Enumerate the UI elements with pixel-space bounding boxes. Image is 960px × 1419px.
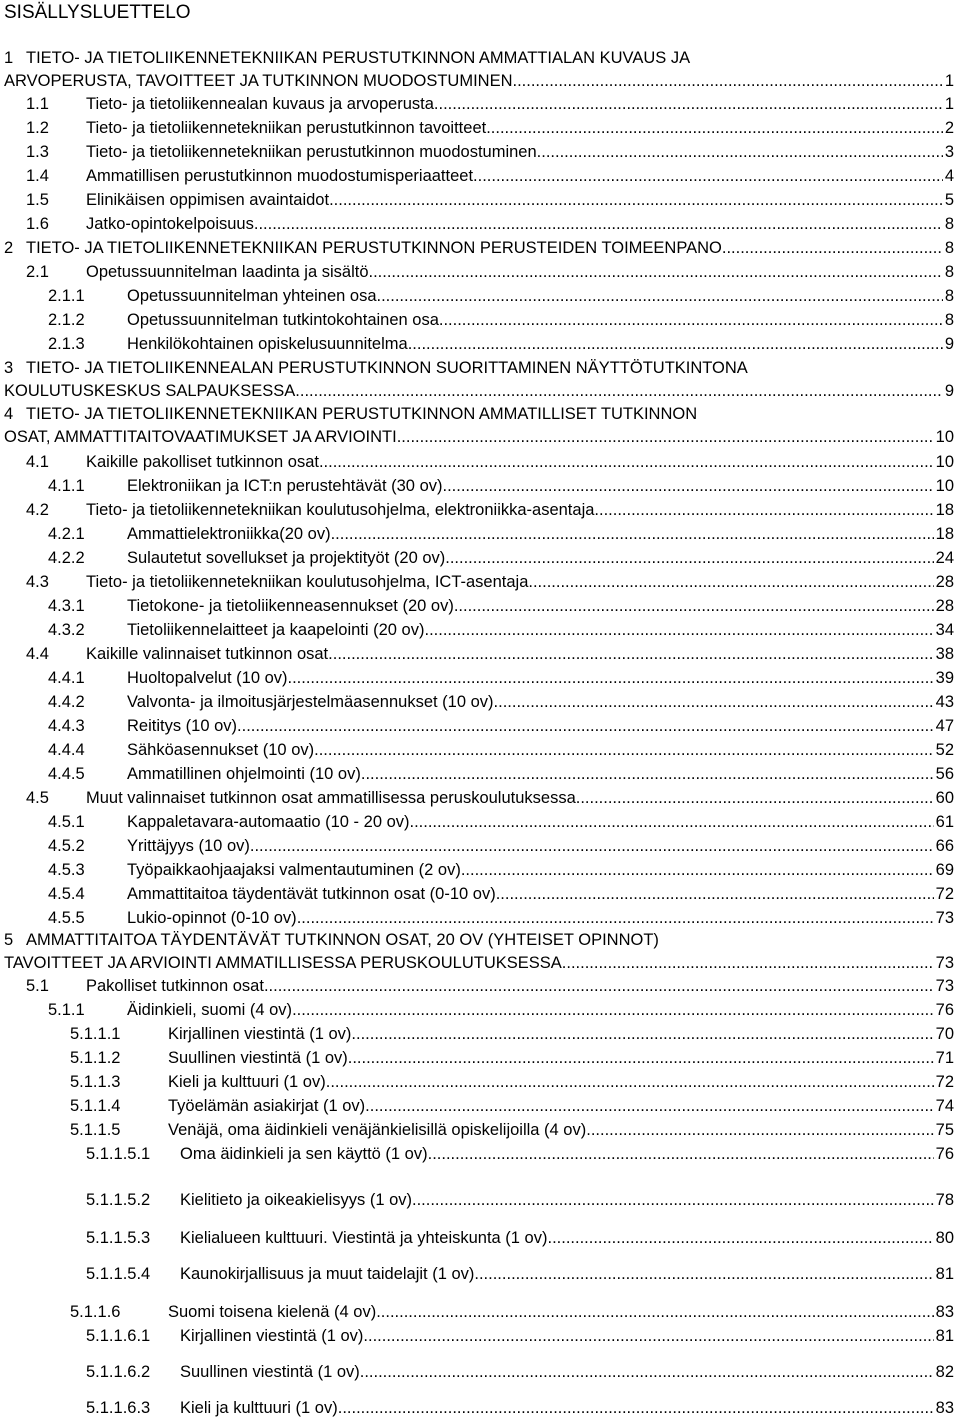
toc-entry[interactable]: [0, 475, 960, 497]
toc-entry-title: Reititys (10 ov): [127, 717, 238, 735]
toc-entry-title: Kaikille pakolliset tutkinnon osat: [86, 453, 319, 471]
toc-entry-number: 4.5.3: [48, 861, 85, 879]
toc-entry[interactable]: [0, 907, 960, 929]
toc-entry[interactable]: [0, 1227, 960, 1249]
toc-entry-page: 18: [935, 501, 954, 519]
toc-entry-number: 4.3: [26, 573, 49, 591]
toc-entry-title: Muut valinnaiset tutkinnon osat ammatillisessa peruskoulutuksessa: [86, 789, 576, 807]
dot-leader: [348, 1047, 934, 1069]
toc-entry[interactable]: [0, 499, 960, 521]
toc-entry-title-continued: OSAT, AMMATTITAITOVAATIMUKSET JA ARVIOINTI: [4, 428, 397, 446]
toc-entry-number: 2.1: [26, 263, 49, 281]
toc-entry[interactable]: [0, 213, 960, 235]
toc-entry-title: Suomi toisena kielenä (4 ov): [168, 1303, 377, 1321]
toc-entry-title: TIETO- JA TIETOLIIKENNETEKNIIKAN PERUSTUTKINNON AMMATILLISET TUTKINNON: [26, 405, 698, 423]
toc-entry[interactable]: [0, 1397, 960, 1419]
dot-leader: [254, 213, 943, 235]
toc-entry-page: 60: [935, 789, 954, 807]
toc-entry-page: 24: [935, 549, 954, 567]
toc-entry-title: Työelämän asiakirjat (1 ov): [168, 1097, 366, 1115]
toc-entry-title: Tieto- ja tietoliikennetekniikan perustutkinnon tavoitteet: [86, 119, 487, 137]
toc-entry-title: Oma äidinkieli ja sen käyttö (1 ov): [180, 1145, 428, 1163]
toc-entry-number: 4.5.2: [48, 837, 85, 855]
toc-entry-title: Elektroniikan ja ICT:n perustehtävät (30 ov): [127, 477, 443, 495]
toc-entry-page: 73: [935, 909, 954, 927]
toc-entry[interactable]: [0, 595, 960, 617]
dot-leader: [722, 237, 943, 259]
toc-entry[interactable]: [0, 403, 960, 425]
toc-entry-title: Lukio-opinnot (0-10 ov): [127, 909, 297, 927]
toc-entry-continuation[interactable]: [0, 426, 960, 448]
toc-entry-title: Suullinen viestintä (1 ov): [168, 1049, 348, 1067]
dot-leader: [292, 999, 934, 1021]
dot-leader: [250, 835, 934, 857]
toc-entry-title: AMMATTITAITOA TÄYDENTÄVÄT TUTKINNON OSAT, 20 OV (YHTEISET OPINNOT): [26, 931, 659, 949]
toc-entry-number: 4.1: [26, 453, 49, 471]
toc-entry-title: Työpaikkaohjaajaksi valmentautuminen (2 ov): [127, 861, 461, 879]
dot-leader: [537, 141, 943, 163]
toc-entry-title: Sulautetut sovellukset ja projektityöt (20 ov): [127, 549, 446, 567]
dot-leader: [408, 333, 943, 355]
dot-leader: [369, 261, 943, 283]
dot-leader: [288, 667, 934, 689]
dot-leader: [376, 1301, 933, 1323]
toc-entry-page: 78: [935, 1191, 954, 1209]
dot-leader: [351, 1023, 933, 1045]
dot-leader: [410, 811, 934, 833]
toc-entry-page: 34: [935, 621, 954, 639]
toc-entry-number: 1.2: [26, 119, 49, 137]
toc-entry-page: 9: [944, 335, 954, 353]
dot-leader: [473, 165, 943, 187]
toc-entry-number: 1.1: [26, 95, 49, 113]
dot-leader: [319, 451, 934, 473]
toc-entry-page: 75: [935, 1121, 954, 1139]
toc-entry-page: 61: [935, 813, 954, 831]
toc-entry-title-continued: TAVOITTEET JA ARVIOINTI AMMATILLISESSA PERUSKOULUTUKSESSA: [4, 954, 562, 972]
toc-entry[interactable]: [0, 1071, 960, 1093]
dot-leader: [360, 1361, 934, 1383]
dot-leader: [562, 952, 934, 974]
toc-entry-page: 4: [944, 167, 954, 185]
toc-entry-page: 72: [935, 1073, 954, 1091]
toc-entry-title: Jatko-opintokelpoisuus: [86, 215, 254, 233]
dot-leader: [326, 1071, 934, 1093]
toc-entry-number: 5.1.1.6.3: [86, 1399, 151, 1417]
toc-entry[interactable]: [0, 117, 960, 139]
toc-entry-title-continued: KOULUTUSKESKUS SALPAUKSESSA: [4, 382, 296, 400]
toc-entry-page: 73: [935, 954, 954, 972]
dot-leader: [443, 475, 934, 497]
dot-leader: [461, 859, 934, 881]
toc-entry[interactable]: [0, 451, 960, 473]
toc-entry-title: Tieto- ja tietoliikennetekniikan perustutkinnon muodostuminen: [86, 143, 537, 161]
toc-entry-title: Tieto- ja tietoliikennealan kuvaus ja arvoperusta: [86, 95, 434, 113]
dot-leader: [264, 975, 934, 997]
toc-entry-number: 4.5.1: [48, 813, 85, 831]
toc-entry-title: Tieto- ja tietoliikennetekniikan koulutusohjelma, elektroniikka-asentaja: [86, 501, 595, 519]
toc-entry-number: 5.1.1.5.4: [86, 1265, 151, 1283]
toc-entry-number: 4.3.1: [48, 597, 85, 615]
dot-leader: [576, 787, 934, 809]
toc-entry-page: 2: [944, 119, 954, 137]
toc-entry-continuation[interactable]: [0, 952, 960, 974]
toc-entry-number: 5.1.1.1: [70, 1025, 121, 1043]
dot-leader: [428, 1143, 934, 1165]
toc-entry[interactable]: [0, 715, 960, 737]
toc-entry[interactable]: [0, 787, 960, 809]
toc-entry-page: 83: [935, 1399, 954, 1417]
dot-leader: [377, 285, 943, 307]
toc-entry-number: 4: [4, 405, 14, 423]
toc-entry-number: 4.5.4: [48, 885, 85, 903]
toc-entry-title: Kirjallinen viestintä (1 ov): [168, 1025, 352, 1043]
toc-entry-page: 28: [935, 573, 954, 591]
toc-entry-title: Kieli ja kulttuuri (1 ov): [168, 1073, 326, 1091]
toc-entry-page: 8: [944, 239, 954, 257]
toc-entry-number: 1.4: [26, 167, 49, 185]
toc-entry-title: Ammattielektroniikka(20 ov): [127, 525, 331, 543]
toc-entry-title: Huoltopalvelut (10 ov): [127, 669, 288, 687]
toc-entry-page: 8: [944, 215, 954, 233]
toc-entry-number: 4.4.4: [48, 741, 85, 759]
toc-entry-page: 81: [935, 1265, 954, 1283]
toc-entry-number: 5.1.1.6: [70, 1303, 121, 1321]
toc-entry[interactable]: [0, 571, 960, 593]
toc-entry-continuation[interactable]: [0, 380, 960, 402]
toc-entry-number: 5.1.1: [48, 1001, 85, 1019]
toc-entry[interactable]: [0, 237, 960, 259]
toc-entry-title: Opetussuunnitelman tutkintokohtainen osa: [127, 311, 439, 329]
toc-entry-number: 5.1.1.4: [70, 1097, 121, 1115]
toc-entry-number: 5.1.1.6.2: [86, 1363, 151, 1381]
dot-leader: [365, 1095, 933, 1117]
dot-leader: [297, 907, 934, 929]
dot-leader: [329, 189, 943, 211]
toc-entry-number: 4.1.1: [48, 477, 85, 495]
toc-entry[interactable]: [0, 1143, 960, 1165]
toc-entry-title: Henkilökohtainen opiskelusuunnitelma: [127, 335, 408, 353]
toc-entry-number: 5: [4, 931, 14, 949]
toc-entry-continuation[interactable]: [0, 70, 960, 92]
toc-entry-page: 10: [935, 477, 954, 495]
toc-entry-number: 2: [4, 239, 14, 257]
toc-entry[interactable]: [0, 1047, 960, 1069]
dot-leader: [237, 715, 934, 737]
toc-entry-page: 82: [935, 1363, 954, 1381]
dot-leader: [314, 739, 934, 761]
toc-entry-title: Tietoliikennelaitteet ja kaapelointi (20 ov): [127, 621, 425, 639]
toc-entry-number: 4.2: [26, 501, 49, 519]
dot-leader: [331, 523, 934, 545]
toc-entry-title: Venäjä, oma äidinkieli venäjänkielisillä opiskelijoilla (4 ov): [168, 1121, 587, 1139]
toc-entry-title: TIETO- JA TIETOLIIKENNEALAN PERUSTUTKINNON SUORITTAMINEN NÄYTTÖTUTKINTONA: [26, 359, 748, 377]
toc-entry-number: 5.1.1.6.1: [86, 1327, 151, 1345]
dot-leader: [486, 117, 943, 139]
toc-entry-page: 72: [935, 885, 954, 903]
toc-entry-number: 5.1.1.5: [70, 1121, 121, 1139]
toc-entry-number: 5.1.1.5.2: [86, 1191, 151, 1209]
toc-entry-page: 69: [935, 861, 954, 879]
toc-entry[interactable]: [0, 1023, 960, 1045]
toc-entry[interactable]: [0, 999, 960, 1021]
toc-entry-title: Ammatillinen ohjelmointi (10 ov): [127, 765, 361, 783]
dot-leader: [454, 595, 934, 617]
toc-entry[interactable]: [0, 975, 960, 997]
toc-entry-number: 4.4: [26, 645, 49, 663]
toc-entry-page: 71: [935, 1049, 954, 1067]
toc-entry-number: 5.1.1.5.1: [86, 1145, 151, 1163]
toc-entry[interactable]: [0, 619, 960, 641]
toc-entry[interactable]: [0, 1301, 960, 1323]
toc-entry-page: 76: [935, 1145, 954, 1163]
toc-entry-title: Opetussuunnitelman yhteinen osa: [127, 287, 377, 305]
toc-entry-page: 66: [935, 837, 954, 855]
toc-entry-page: 9: [944, 382, 954, 400]
toc-entry-title: Äidinkieli, suomi (4 ov): [127, 1001, 293, 1019]
toc-entry-number: 3: [4, 359, 14, 377]
dot-leader: [363, 1325, 933, 1347]
toc-entry-page: 76: [935, 1001, 954, 1019]
toc-entry-page: 70: [935, 1025, 954, 1043]
toc-entry-number: 5.1.1.3: [70, 1073, 121, 1091]
toc-entry-title: Valvonta- ja ilmoitusjärjestelmäasennukset (10 ov): [127, 693, 494, 711]
toc-entry[interactable]: [0, 763, 960, 785]
toc-entry-page: 83: [935, 1303, 954, 1321]
dot-leader: [594, 499, 933, 521]
toc-entry[interactable]: [0, 929, 960, 951]
toc-entry-page: 56: [935, 765, 954, 783]
toc-entry-number: 4.5.5: [48, 909, 85, 927]
dot-leader: [397, 426, 934, 448]
toc-entry[interactable]: [0, 1119, 960, 1141]
toc-entry[interactable]: [0, 691, 960, 713]
dot-leader: [338, 1397, 934, 1419]
toc-entry-number: 4.4.5: [48, 765, 85, 783]
toc-entry-page: 3: [944, 143, 954, 161]
dot-leader: [439, 309, 943, 331]
dot-leader: [328, 643, 933, 665]
dot-leader: [528, 571, 933, 593]
toc-entry-page: 39: [935, 669, 954, 687]
toc-entry[interactable]: [0, 141, 960, 163]
toc-entry-title: Tieto- ja tietoliikennetekniikan koulutusohjelma, ICT-asentaja: [86, 573, 529, 591]
toc-entry-title: Opetussuunnitelman laadinta ja sisältö: [86, 263, 369, 281]
toc-entry[interactable]: [0, 547, 960, 569]
toc-entry-title: TIETO- JA TIETOLIIKENNETEKNIIKAN PERUSTUTKINNON PERUSTEIDEN TOIMEENPANO: [26, 239, 722, 257]
toc-entry-title: Tietokone- ja tietoliikenneasennukset (20 ov): [127, 597, 454, 615]
toc-entry[interactable]: [0, 739, 960, 761]
toc-entry-number: 4.5: [26, 789, 49, 807]
dot-leader: [445, 547, 933, 569]
toc-entry-title: Kieli ja kulttuuri (1 ov): [180, 1399, 338, 1417]
toc-entry[interactable]: [0, 1189, 960, 1211]
toc-entry[interactable]: [0, 285, 960, 307]
toc-entry-page: 74: [935, 1097, 954, 1115]
dot-leader: [412, 1189, 934, 1211]
toc-entry[interactable]: [0, 523, 960, 545]
toc-title: SISÄLLYSLUETTELO: [4, 2, 191, 23]
toc-entry-number: 1.6: [26, 215, 49, 233]
toc-entry-number: 4.4.2: [48, 693, 85, 711]
toc-entry-number: 4.4.1: [48, 669, 85, 687]
toc-entry[interactable]: [0, 189, 960, 211]
toc-entry[interactable]: [0, 309, 960, 331]
toc-entry-title: Kaunokirjallisuus ja muut taidelajit (1 ov): [180, 1265, 475, 1283]
toc-entry[interactable]: [0, 883, 960, 905]
toc-entry-number: 1.3: [26, 143, 49, 161]
toc-entry-number: 5.1: [26, 977, 49, 995]
toc-entry-number: 5.1.1.2: [70, 1049, 121, 1067]
toc-entry-title: Ammatillisen perustutkinnon muodostumisperiaatteet: [86, 167, 474, 185]
toc-entry-title: Pakolliset tutkinnon osat: [86, 977, 264, 995]
toc-entry[interactable]: [0, 1361, 960, 1383]
toc-entry[interactable]: [0, 667, 960, 689]
toc-entry-number: 5.1.1.5.3: [86, 1229, 151, 1247]
toc-entry-number: 1.5: [26, 191, 49, 209]
toc-entry[interactable]: [0, 1325, 960, 1347]
toc-entry-page: 47: [935, 717, 954, 735]
toc-entry-page: 1: [944, 72, 954, 90]
toc-entry-title: Yrittäjyys (10 ov): [127, 837, 250, 855]
toc-entry[interactable]: [0, 93, 960, 115]
toc-entry[interactable]: [0, 1095, 960, 1117]
toc-entry-title: TIETO- JA TIETOLIIKENNETEKNIIKAN PERUSTUTKINNON AMMATTIALAN KUVAUS JA: [26, 49, 691, 67]
dot-leader: [361, 763, 934, 785]
toc-entry-title: Kaikille valinnaiset tutkinnon osat: [86, 645, 329, 663]
toc-entry-page: 81: [935, 1327, 954, 1345]
dot-leader: [547, 1227, 933, 1249]
toc-entry-number: 2.1.3: [48, 335, 85, 353]
dot-leader: [434, 93, 943, 115]
toc-entry-page: 1: [944, 95, 954, 113]
toc-entry-page: 8: [944, 287, 954, 305]
toc-entry[interactable]: [0, 357, 960, 379]
toc-entry-page: 5: [944, 191, 954, 209]
toc-entry-number: 4.4.3: [48, 717, 85, 735]
toc-entry-title: Kirjallinen viestintä (1 ov): [180, 1327, 364, 1345]
dot-leader: [424, 619, 933, 641]
toc-entry[interactable]: [0, 261, 960, 283]
dot-leader: [513, 70, 943, 92]
toc-entry-title: Elinikäisen oppimisen avaintaidot: [86, 191, 330, 209]
toc-entry-page: 8: [944, 263, 954, 281]
toc-entry[interactable]: [0, 47, 960, 69]
toc-entry[interactable]: [0, 643, 960, 665]
toc-entry-title-continued: ARVOPERUSTA, TAVOITTEET JA TUTKINNON MUODOSTUMINEN: [4, 72, 513, 90]
toc-entry-page: 43: [935, 693, 954, 711]
toc-entry-number: 4.2.2: [48, 549, 85, 567]
toc-entry[interactable]: [0, 835, 960, 857]
toc-entry-title: Sähköasennukset (10 ov): [127, 741, 315, 759]
toc-entry-page: 80: [935, 1229, 954, 1247]
toc-entry-title: Suullinen viestintä (1 ov): [180, 1363, 360, 1381]
dot-leader: [474, 1263, 933, 1285]
dot-leader: [586, 1119, 933, 1141]
dot-leader: [496, 883, 934, 905]
toc-entry-page: 52: [935, 741, 954, 759]
toc-entry-title: Kielitieto ja oikeakielisyys (1 ov): [180, 1191, 413, 1209]
toc-entry-title: Ammattitaitoa täydentävät tutkinnon osat (0-10 ov): [127, 885, 496, 903]
toc-entry[interactable]: [0, 1263, 960, 1285]
toc-entry-title: Kielialueen kulttuuri. Viestintä ja yhteiskunta (1 ov): [180, 1229, 548, 1247]
toc-entry[interactable]: [0, 165, 960, 187]
toc-entry[interactable]: [0, 811, 960, 833]
toc-entry-title: Kappaletavara-automaatio (10 - 20 ov): [127, 813, 410, 831]
toc-entry-page: 8: [944, 311, 954, 329]
dot-leader: [494, 691, 934, 713]
toc-entry-number: 4.2.1: [48, 525, 85, 543]
toc-entry-page: 28: [935, 597, 954, 615]
toc-entry[interactable]: [0, 333, 960, 355]
toc-entry-number: 2.1.1: [48, 287, 85, 305]
toc-entry-page: 73: [935, 977, 954, 995]
toc-entry-page: 38: [935, 645, 954, 663]
dot-leader: [295, 380, 943, 402]
toc-entry[interactable]: [0, 859, 960, 881]
toc-entry-number: 4.3.2: [48, 621, 85, 639]
toc-entry-page: 18: [935, 525, 954, 543]
toc-entry-page: 10: [935, 428, 954, 446]
toc-entry-number: 2.1.2: [48, 311, 85, 329]
toc-entry-number: 1: [4, 49, 14, 67]
toc-entry-page: 10: [935, 453, 954, 471]
